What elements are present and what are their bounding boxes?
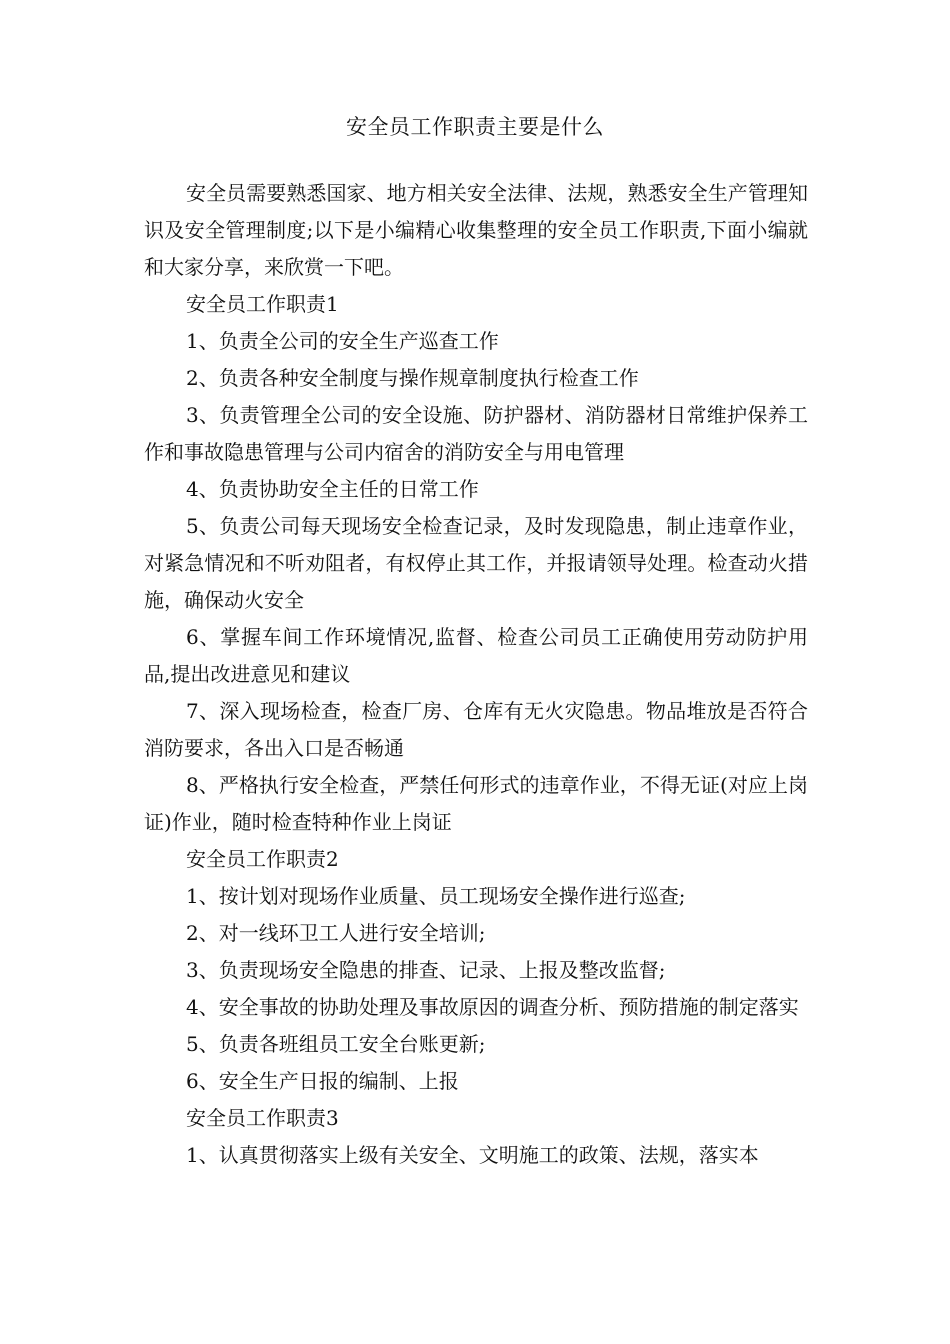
list-item: 2、负责各种安全制度与操作规章制度执行检查工作 [186,366,639,390]
list-item: 3、负责现场安全隐患的排查、记录、上报及整改监督; [186,958,666,982]
section-heading: 安全员工作职责1 [186,292,339,316]
intro-paragraph: 安全员需要熟悉国家、地方相关安全法律、法规，熟悉安全生产管理知识及安全管理制度;以下是小编精心收集整理的安全员工作职责,下面小编就和大家分享，来欣赏一下吧。 [144,181,808,279]
list-item: 4、负责协助安全主任的日常工作 [186,477,479,501]
section-heading: 安全员工作职责2 [186,847,339,871]
list-item: 3、负责管理全公司的安全设施、防护器材、消防器材日常维护保养工作和事故隐患管理与公司内宿舍的消防安全与用电管理 [144,403,808,464]
list-item: 7、深入现场检查，检查厂房、仓库有无火灾隐患。物品堆放是否符合消防要求，各出入口是否畅通 [144,699,808,760]
list-item: 2、对一线环卫工人进行安全培训; [186,921,486,945]
list-item: 6、安全生产日报的编制、上报 [186,1069,459,1093]
section-heading: 安全员工作职责3 [186,1106,339,1130]
list-item: 5、负责各班组员工安全台账更新; [186,1032,486,1056]
document-body [144,175,808,1174]
list-item: 1、负责全公司的安全生产巡查工作 [186,329,499,353]
list-item: 4、安全事故的协助处理及事故原因的调查分析、预防措施的制定落实 [186,995,799,1019]
list-item: 5、负责公司每天现场安全检查记录，及时发现隐患，制止违章作业，对紧急情况和不听劝阻者，有权停止其工作，并报请领导处理。检查动火措施，确保动火安全 [144,514,808,612]
list-item: 1、认真贯彻落实上级有关安全、文明施工的政策、法规，落实本 [186,1143,759,1167]
list-item: 8、严格执行安全检查，严禁任何形式的违章作业，不得无证(对应上岗证)作业，随时检查特种作业上岗证 [144,773,808,834]
list-item: 6、掌握车间工作环境情况,监督、检查公司员工正确使用劳动防护用品,提出改进意见和建议 [144,625,808,686]
page-title: 安全员工作职责主要是什么 [346,115,604,139]
list-item: 1、按计划对现场作业质量、员工现场安全操作进行巡查; [186,884,686,908]
